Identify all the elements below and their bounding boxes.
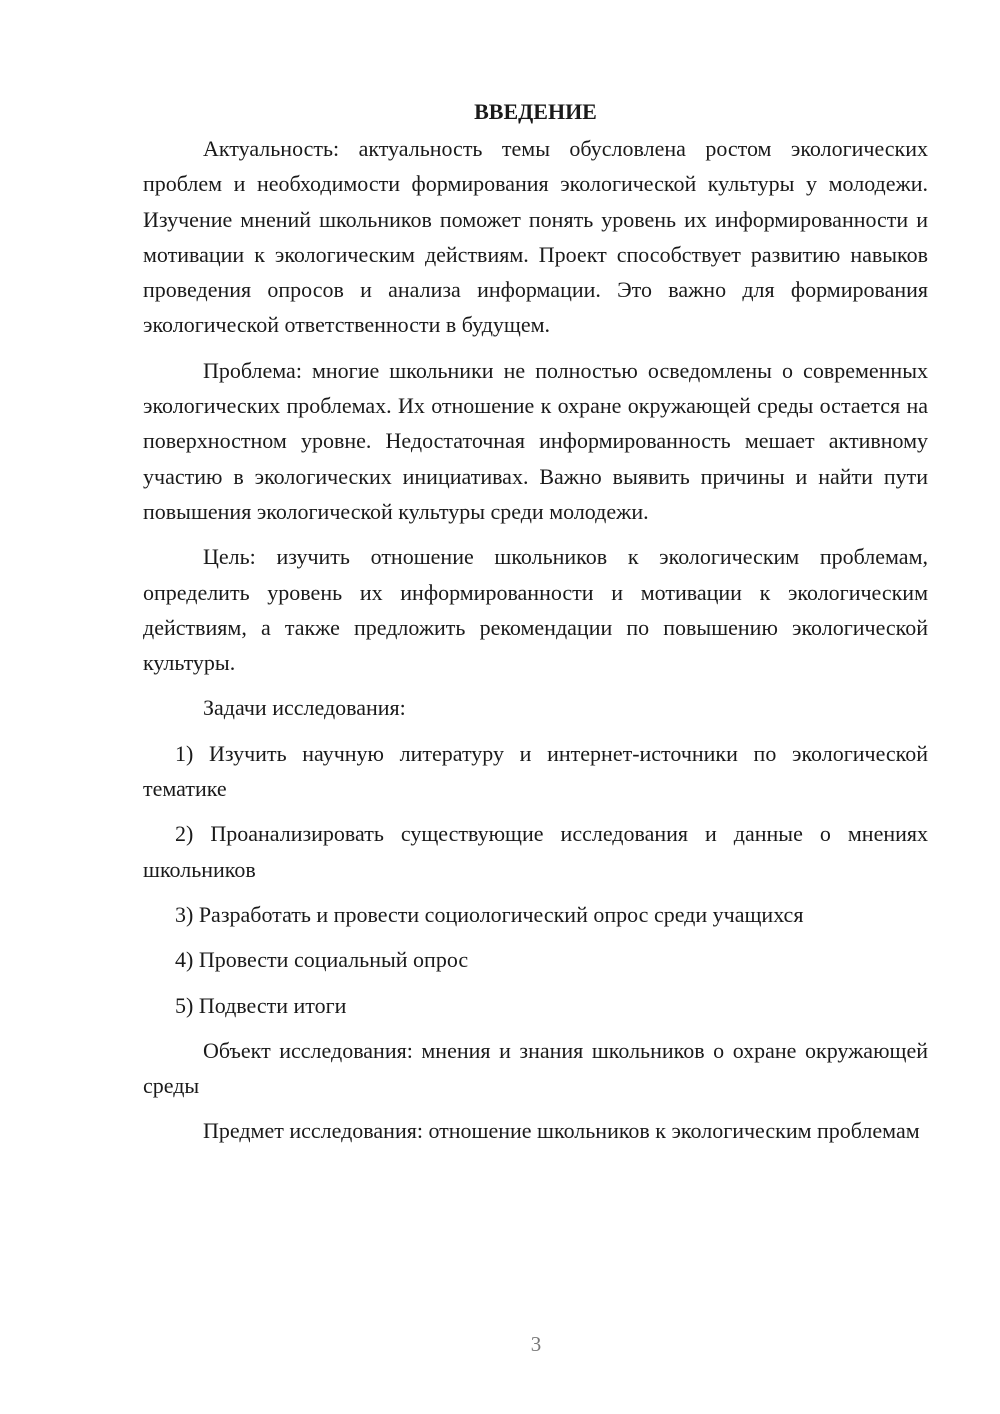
relevance-paragraph: Актуальность: актуальность темы обусловлена ростом экологических проблем и необходимости формирования экологической культуры у молодежи. Изучение мнений школьников поможет понять уровень их информированности и мотивации к экологическим действиям. Проект способствует развитию навыков проведения опросов и анализа информации. Это важно для формирования экологической ответственности в будущем. <box>143 136 928 338</box>
tasks-list <box>143 736 928 1023</box>
research-subject-paragraph: Предмет исследования: отношение школьников к экологическим проблемам <box>203 1118 920 1144</box>
problem-paragraph: Проблема: многие школьники не полностью осведомлены о современных экологических проблемах. Их отношение к охране окружающей среды остается на поверхностном уровне. Недостаточная информированность мешает активному участию в экологических инициативах. Важно выявить причины и найти пути повышения экологической культуры среди молодежи. <box>143 357 928 524</box>
task-item: 2) Проанализировать существующие исследования и данные о мнениях школьников <box>143 821 928 882</box>
tasks-heading: Задачи исследования: <box>203 695 406 721</box>
page-title: ВВЕДЕНИЕ <box>474 99 597 124</box>
research-object-paragraph: Объект исследования: мнения и знания школьников о охране окружающей среды <box>143 1037 928 1099</box>
task-item: 3) Разработать и провести социологический опрос среди учащихся <box>175 901 804 927</box>
page-content <box>143 94 928 1149</box>
goal-paragraph: Цель: изучить отношение школьников к экологическим проблемам, определить уровень их информированности и мотивации к экологическим действиям, а также предложить рекомендации по повышению экологической культуры. <box>143 544 928 676</box>
task-item: 4) Провести социальный опрос <box>175 947 469 973</box>
task-item: 5) Подвести итоги <box>175 992 347 1018</box>
task-item: 1) Изучить научную литературу и интернет-источники по экологической тематике <box>143 740 928 802</box>
page-number: 3 <box>530 1332 542 1356</box>
